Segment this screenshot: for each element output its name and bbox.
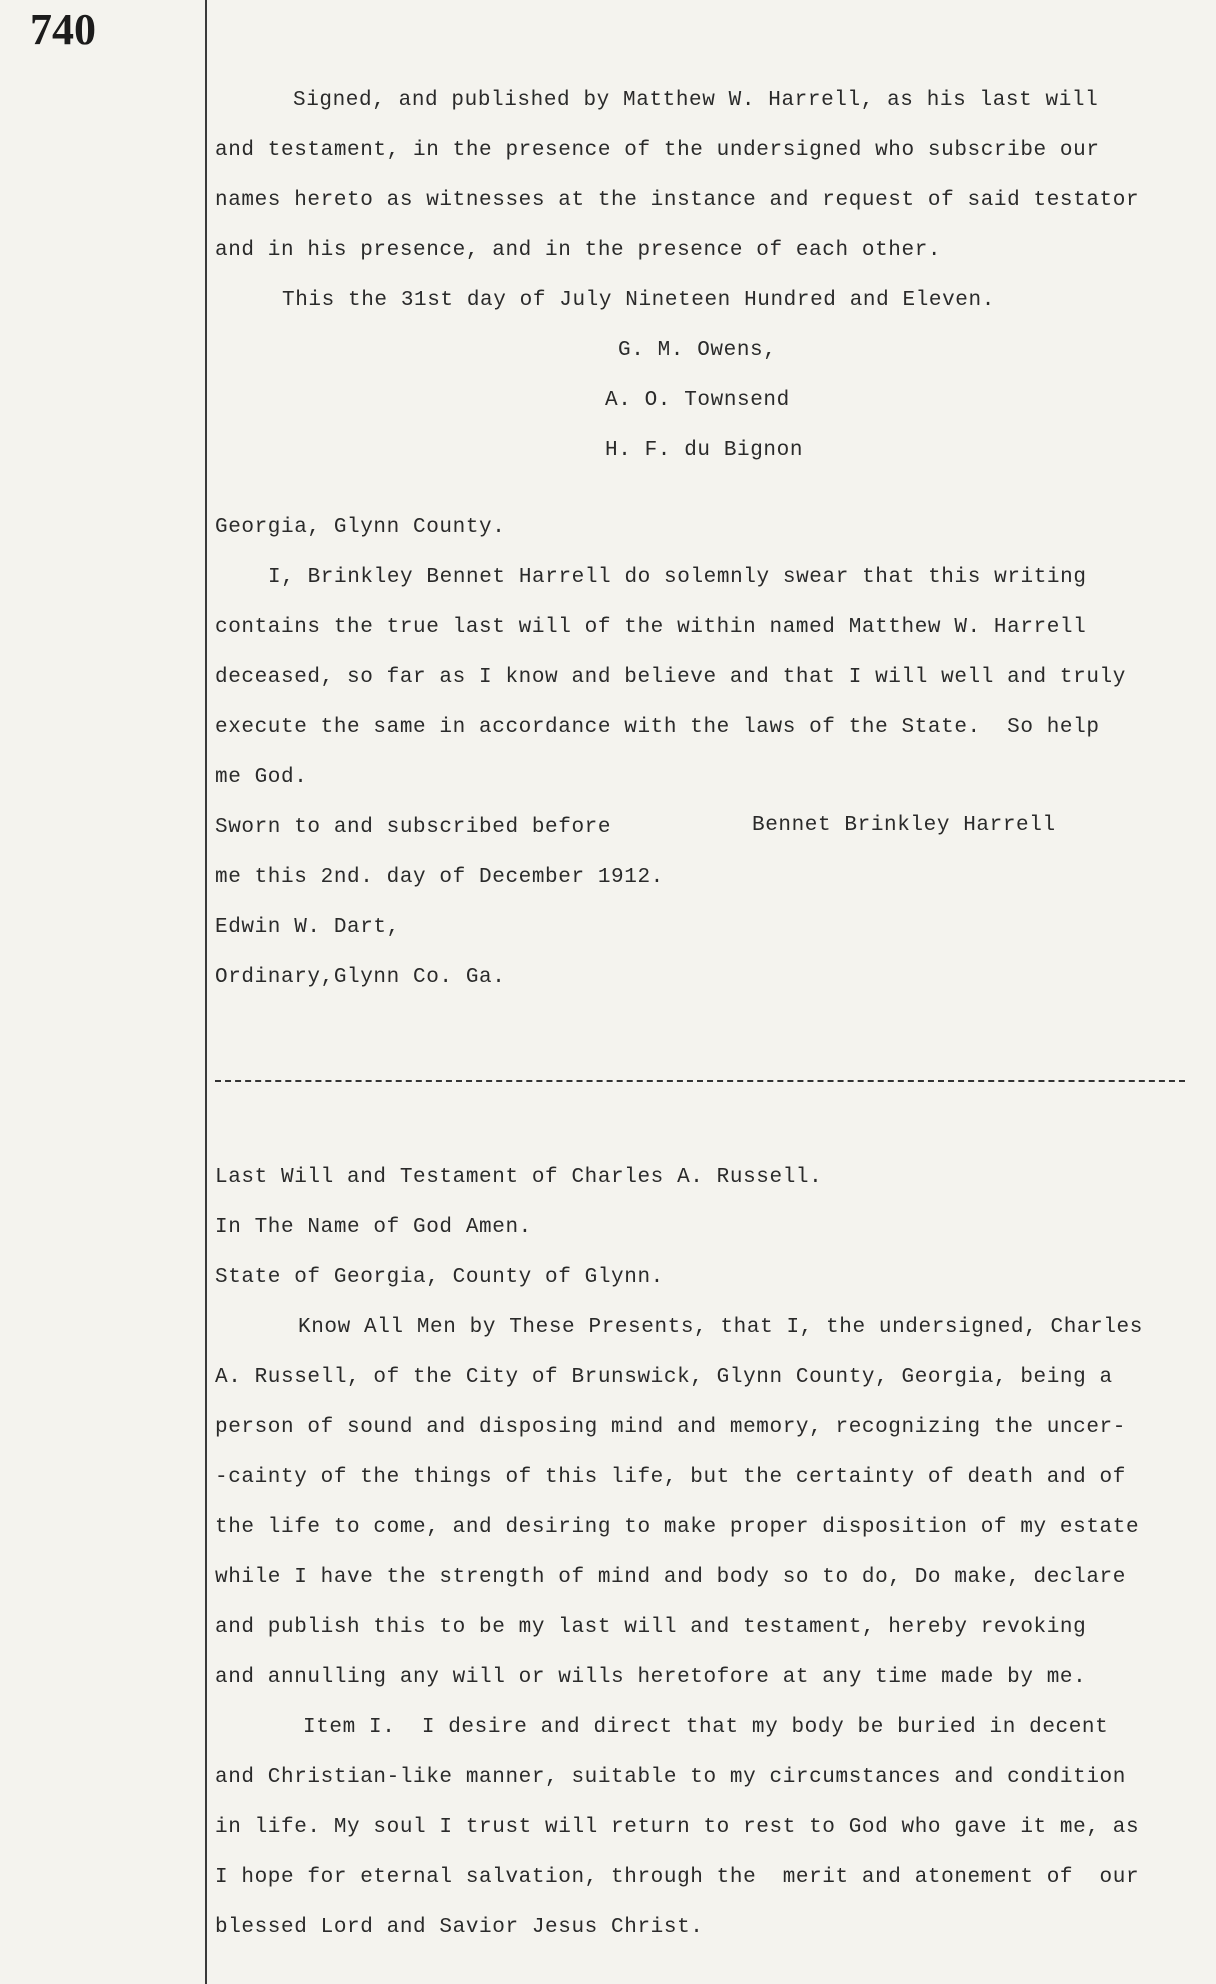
- text-line: A. Russell, of the City of Brunswick, Glynn County, Georgia, being a: [215, 1366, 1113, 1389]
- text-line: Know All Men by These Presents, that I, the undersigned, Charles: [298, 1316, 1143, 1339]
- text-line: in life. My soul I trust will return to rest to God who gave it me, as: [215, 1816, 1140, 1839]
- text-line: and Christian-like manner, suitable to my circumstances and condition: [215, 1766, 1126, 1789]
- text-line: person of sound and disposing mind and memory, recognizing the uncer-: [215, 1416, 1126, 1439]
- text-line: and in his presence, and in the presence of each other.: [215, 239, 942, 262]
- text-line: I, Brinkley Bennet Harrell do solemnly swear that this writing: [268, 566, 1087, 589]
- section-divider: [215, 1080, 1185, 1082]
- text-line: deceased, so far as I know and believe and that I will well and truly: [215, 666, 1126, 689]
- text-line: Edwin W. Dart,: [215, 916, 400, 939]
- text-line: and testament, in the presence of the undersigned who subscribe our: [215, 139, 1100, 162]
- text-line: Georgia, Glynn County.: [215, 516, 506, 539]
- text-line: Ordinary,Glynn Co. Ga.: [215, 966, 506, 989]
- text-line: -cainty of the things of this life, but the certainty of death and of: [215, 1466, 1126, 1489]
- text-line: In The Name of God Amen.: [215, 1216, 532, 1239]
- text-line: I hope for eternal salvation, through the merit and atonement of our: [215, 1866, 1140, 1889]
- text-line: and annulling any will or wills heretofore at any time made by me.: [215, 1666, 1087, 1689]
- text-line: names hereto as witnesses at the instance and request of said testator: [215, 189, 1140, 212]
- text-line: me this 2nd. day of December 1912.: [215, 866, 664, 889]
- text-line: contains the true last will of the within named Matthew W. Harrell: [215, 616, 1087, 639]
- page-number: 740: [30, 5, 96, 54]
- text-line: the life to come, and desiring to make proper disposition of my estate: [215, 1516, 1140, 1539]
- witness-signature: H. F. du Bignon: [605, 439, 804, 462]
- text-line: execute the same in accordance with the laws of the State. So help: [215, 716, 1100, 739]
- text-line: State of Georgia, County of Glynn.: [215, 1266, 664, 1289]
- witness-signature: G. M. Owens,: [618, 339, 777, 362]
- text-line: and publish this to be my last will and testament, hereby revoking: [215, 1616, 1087, 1639]
- section-heading: Last Will and Testament of Charles A. Russell.: [215, 1166, 823, 1189]
- text-line: while I have the strength of mind and body so to do, Do make, declare: [215, 1566, 1126, 1589]
- text-line: This the 31st day of July Nineteen Hundred and Eleven.: [282, 289, 995, 312]
- witness-signature: A. O. Townsend: [605, 389, 790, 412]
- text-line: Item I. I desire and direct that my body be buried in decent: [303, 1716, 1109, 1739]
- executor-signature: Bennet Brinkley Harrell: [752, 814, 1056, 837]
- margin-rule: [205, 0, 207, 1984]
- text-line: Signed, and published by Matthew W. Harrell, as his last will: [293, 89, 1099, 112]
- text-line: me God.: [215, 766, 308, 789]
- text-line: blessed Lord and Savior Jesus Christ.: [215, 1916, 704, 1939]
- text-line: Sworn to and subscribed before: [215, 816, 612, 839]
